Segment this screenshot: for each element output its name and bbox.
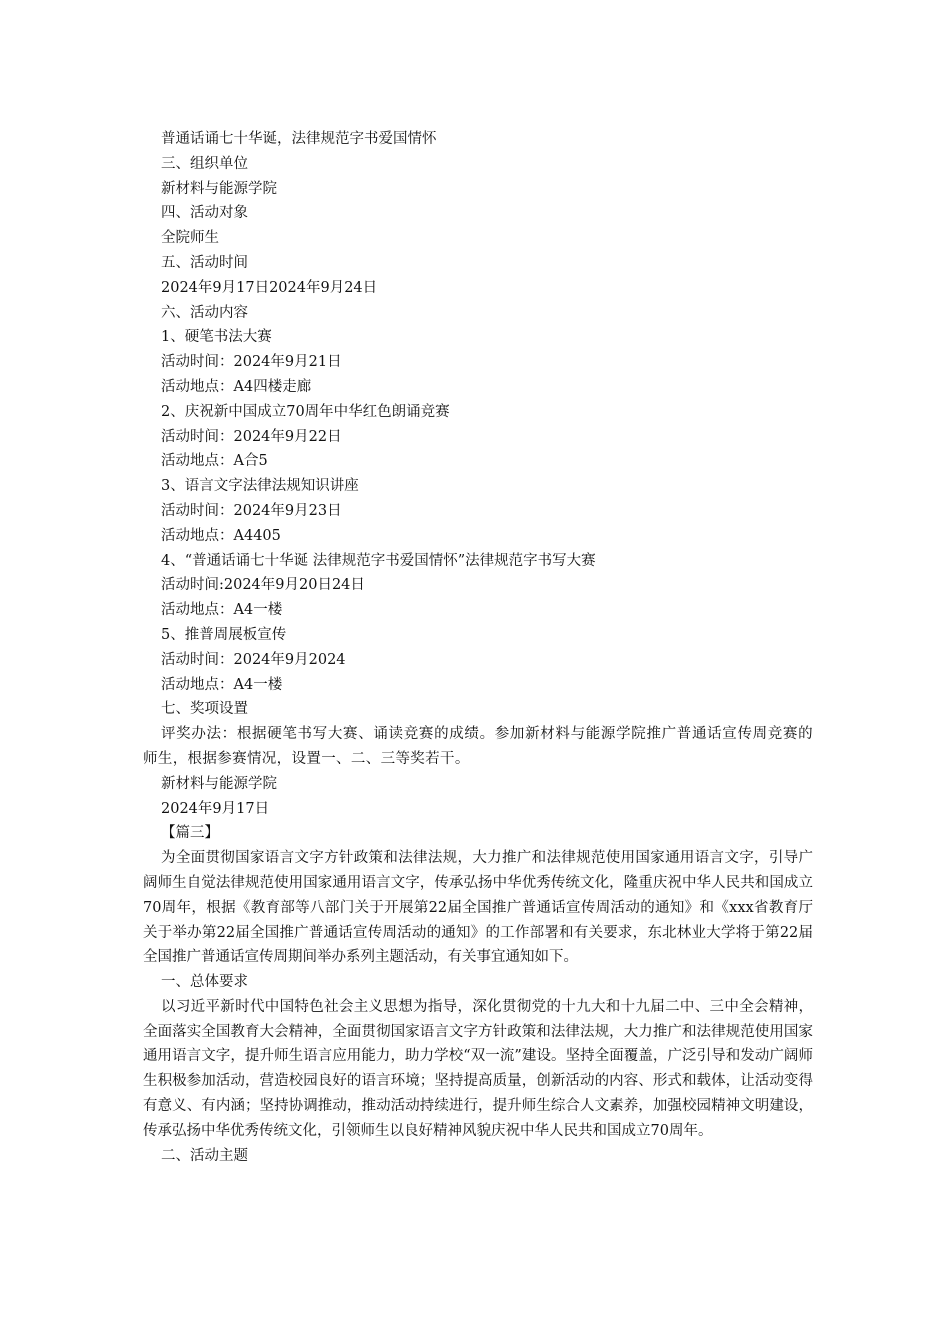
heading-general-requirements: 一、总体要求 <box>161 974 248 991</box>
activity-5-title: 5、推普周展板宣传 <box>161 626 287 643</box>
participants-value: 全院师生 <box>161 230 219 247</box>
activity-3-time: 活动时间：2024年9月23日 <box>161 502 342 519</box>
activity-5-place: 活动地点：A4一楼 <box>161 676 283 693</box>
theme-line: 普通话诵七十华诞，法律规范字书爱国情怀 <box>161 131 437 147</box>
signature-date: 2024年9月17日 <box>161 800 270 817</box>
activity-2-title: 2、庆祝新中国成立70周年中华红色朗诵竞赛 <box>161 403 450 420</box>
time-value: 2024年9月17日2024年9月24日 <box>161 279 378 296</box>
activity-3-title: 3、语言文字法律法规知识讲座 <box>161 478 359 495</box>
heading-content: 六、活动内容 <box>161 304 248 321</box>
organizer-value: 新材料与能源学院 <box>161 180 277 197</box>
activity-2-place: 活动地点：A合5 <box>161 453 268 470</box>
intro-paragraph: 为全面贯彻国家语言文字方针政策和法律法规，大力推广和法律规范使用国家通用语言文字，引导广阔师生自觉法律规范使用国家通用语言文字，传承弘扬中华优秀传统文化，隆重庆祝中华人民共和国成立70周年，根据《教育部等八部门关于开展第22届全国推广普通话宣传周活动的通知》和《xxx省教育厅关于举办第22届全国推广普通话宣传周活动的通知》的工作部署和有关要求，东北林业大学将于第22届全国推广普通话宣传周期间举办系列主题活动，有关事宜通知如下。 <box>143 850 813 966</box>
section-title: 【篇三】 <box>161 825 219 842</box>
activity-2-time: 活动时间：2024年9月22日 <box>161 428 342 445</box>
activity-1-place: 活动地点：A4四楼走廊 <box>161 378 312 395</box>
signature-org: 新材料与能源学院 <box>161 775 277 792</box>
activity-3-place: 活动地点：A4405 <box>161 527 281 544</box>
heading-activity-theme: 二、活动主题 <box>161 1147 248 1164</box>
activity-5-time: 活动时间：2024年9月2024 <box>161 651 346 668</box>
activity-1-title: 1、硬笔书法大赛 <box>161 329 272 346</box>
activity-4-place: 活动地点：A4一楼 <box>161 602 283 619</box>
activity-1-time: 活动时间：2024年9月21日 <box>161 354 342 371</box>
heading-time: 五、活动时间 <box>161 254 248 271</box>
heading-organizer: 三、组织单位 <box>161 155 248 172</box>
activity-4-time: 活动时间:2024年9月20日24日 <box>161 577 365 594</box>
heading-participants: 四、活动对象 <box>161 205 248 222</box>
requirements-paragraph: 以习近平新时代中国特色社会主义思想为指导，深化贯彻党的十九大和十九届二中、三中全会精神，全面落实全国教育大会精神，全面贯彻国家语言文字方针政策和法律法规，大力推广和法律规范使用国家通用语言文字，提升师生语言应用能力，助力学校“双一流”建设。坚持全面覆盖，广泛引导和发动广阔师生积极参加活动，营造校园良好的语言环境；坚持提高质量，创新活动的内容、形式和载体，让活动变得有意义、有内涵；坚持协调推动，推动活动持续进行，提升师生综合人文素养，加强校园精神文明建设，传承弘扬中华优秀传统文化，引领师生以良好精神风貌庆祝中华人民共和国成立70周年。 <box>143 998 813 1139</box>
activity-4-title: 4、“普通话诵七十华诞 法律规范字书爱国情怀”法律规范字书写大赛 <box>161 552 596 569</box>
document-body <box>143 127 813 1168</box>
heading-awards: 七、奖项设置 <box>161 701 248 718</box>
award-paragraph: 评奖办法：根据硬笔书写大赛、诵读竞赛的成绩。参加新材料与能源学院推广普通话宣传周竞赛的师生，根据参赛情况，设置一、二、三等奖若干。 <box>143 726 813 767</box>
